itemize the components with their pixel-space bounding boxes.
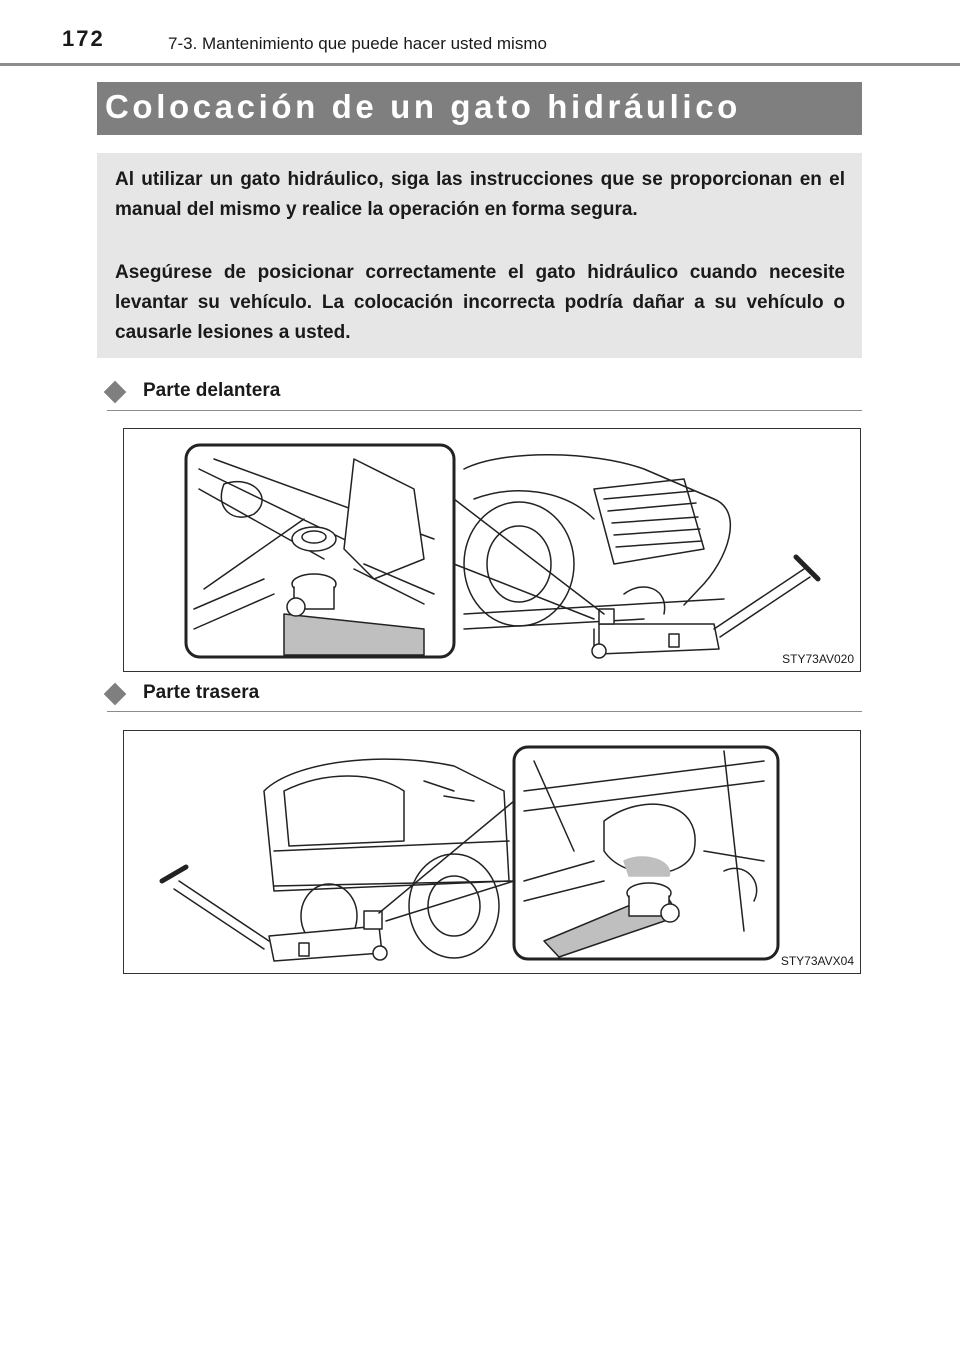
rear-zoom-inset (514, 747, 778, 959)
car-rear-drawing (264, 759, 514, 958)
header-divider (0, 63, 960, 66)
front-zoom-inset (186, 445, 454, 657)
front-heading-label: Parte delantera (143, 380, 281, 401)
rear-jack-illustration (124, 731, 862, 975)
diamond-bullet-icon (104, 683, 127, 706)
rear-figure-code: STY73AVX04 (780, 954, 854, 968)
page-number: 172 (62, 26, 105, 51)
rear-divider (107, 711, 862, 712)
section-title: Colocación de un gato hidráulico (105, 88, 741, 125)
floor-jack-drawing (592, 557, 818, 658)
intro-box (97, 153, 862, 358)
chapter-title: 7-3. Mantenimiento que puede hacer usted mismo (168, 34, 547, 53)
front-jack-illustration (124, 429, 862, 673)
page-header (0, 0, 960, 66)
car-front-drawing (464, 455, 730, 629)
floor-jack-drawing-rear (162, 867, 387, 961)
front-heading (107, 380, 862, 408)
intro-paragraph-2: Asegúrese de posicionar correctamente el gato hidráulico cuando necesite levantar su vehículo. La colocación incorrecta podría dañar a su vehículo o causarle lesiones a usted. (115, 262, 845, 343)
front-figure-code: STY73AV020 (782, 652, 854, 666)
rear-heading (107, 682, 862, 710)
front-divider (107, 410, 862, 411)
front-jack-figure (123, 428, 861, 672)
section-title-bar (97, 82, 862, 135)
diamond-bullet-icon (104, 381, 127, 404)
rear-heading-label: Parte trasera (143, 682, 260, 703)
rear-jack-figure (123, 730, 861, 974)
intro-paragraph-1: Al utilizar un gato hidráulico, siga las instrucciones que se proporcionan en el manual del mismo y realice la operación en forma segura. (115, 169, 845, 220)
rear-callout-lines (379, 801, 514, 921)
